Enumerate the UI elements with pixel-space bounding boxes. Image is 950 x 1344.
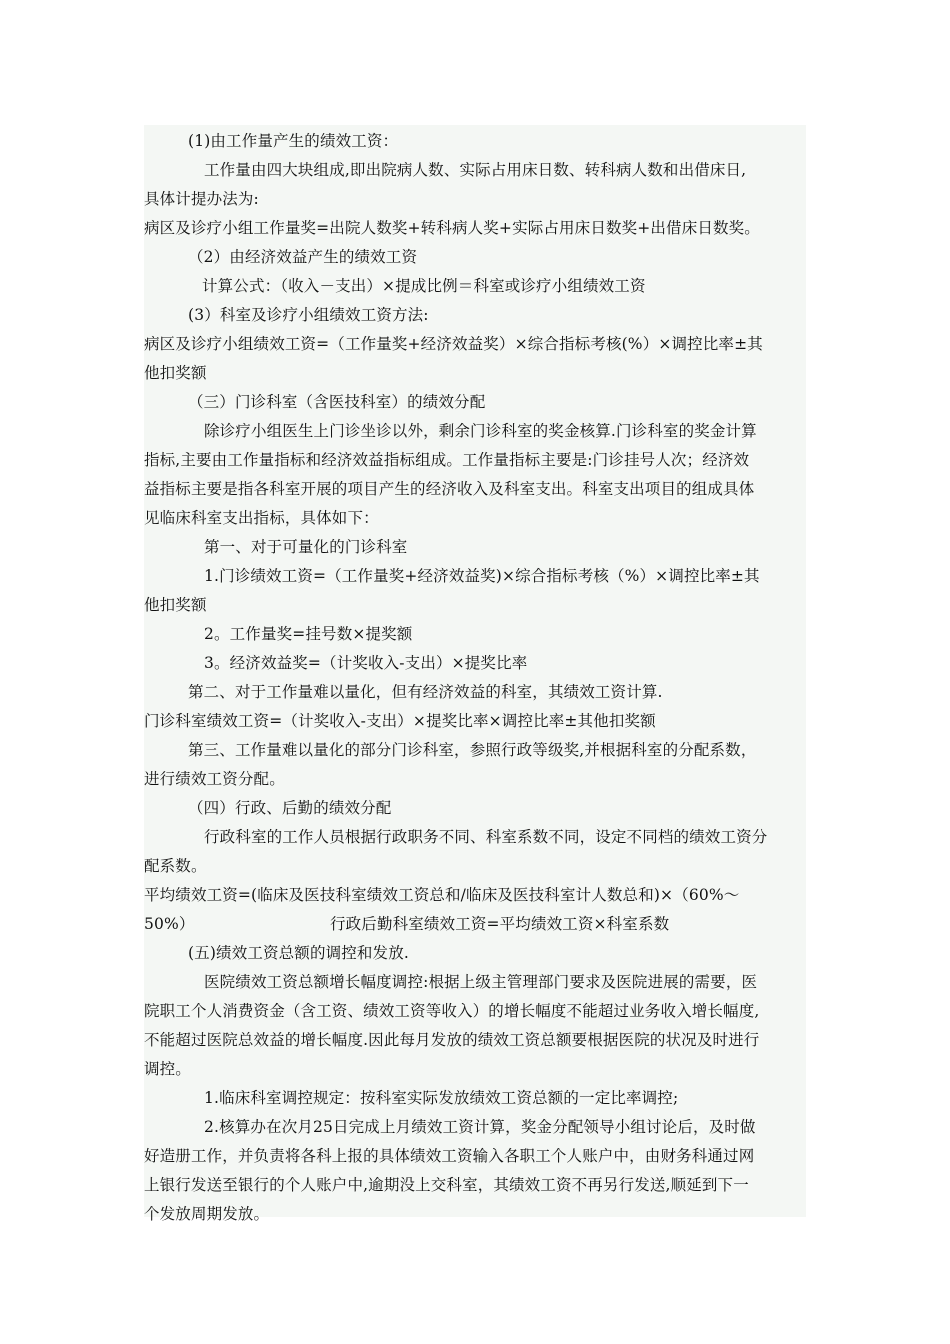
heading-2-economic: （2）由经济效益产生的绩效工资 [188,248,418,266]
formula-line: 3。经济效益奖=（计奖收入-支出）×提奖比率 [204,654,528,672]
paragraph-line: 具体计提办法为: [144,190,259,208]
paragraph-line: 他扣奖额 [144,596,207,614]
subheading-first: 第一、对于可量化的门诊科室 [204,538,408,556]
heading-3-method: (3）科室及诊疗小组绩效工资方法: [188,306,429,324]
paragraph-line: 1.临床科室调控规定：按科室实际发放绩效工资总额的一定比率调控; [204,1089,679,1107]
formula-line: 门诊科室绩效工资=（计奖收入-支出）×提奖比率×调控比率±其他扣奖额 [144,712,656,730]
document-text-block [144,125,806,1223]
subheading-third: 第三、工作量难以量化的部分门诊科室，参照行政等级奖,并根据科室的分配系数， [188,741,757,759]
paragraph-line: 他扣奖额 [144,364,207,382]
paragraph-line: 上银行发送至银行的个人账户中,逾期没上交科室，其绩效工资不再另行发送,顺延到下一 [144,1176,749,1194]
paragraph-line: 指标,主要由工作量指标和经济效益指标组成。工作量指标主要是:门诊挂号人次；经济效 [144,451,750,469]
paragraph-line: 不能超过医院总效益的增长幅度.因此每月发放的绩效工资总额要根据医院的状况及时进行 [144,1031,760,1049]
paragraph-line: 工作量由四大块组成,即出院病人数、实际占用床日数、转科病人数和出借床日, [204,161,747,179]
section-heading-3: （三）门诊科室（含医技科室）的绩效分配 [188,393,486,411]
subheading-second: 第二、对于工作量难以量化，但有经济效益的科室，其绩效工资计算. [188,683,663,701]
paragraph-line: 2.核算办在次月25日完成上月绩效工资计算，奖金分配领导小组讨论后，及时做 [204,1118,756,1136]
paragraph-line: 个发放周期发放。 [144,1205,270,1223]
paragraph-line: 调控。 [144,1060,191,1078]
formula-line: 计算公式：（收入－支出）×提成比例＝科室或诊疗小组绩效工资 [202,277,646,295]
formula-line: 2。工作量奖=挂号数×提奖额 [204,625,413,643]
paragraph-line: 益指标主要是指各科室开展的项目产生的经济收入及科室支出。科室支出项目的组成具体 [144,480,755,498]
paragraph-line: 50%） [144,915,195,933]
paragraph-line: 进行绩效工资分配。 [144,770,285,788]
formula-line: 病区及诊疗小组工作量奖=出院人数奖+转科病人奖+实际占用床日数奖+出借床日数奖。 [144,219,760,237]
formula-line: 行政后勤科室绩效工资=平均绩效工资×科室系数 [330,915,670,933]
formula-line: 平均绩效工资=(临床及医技科室绩效工资总和/临床及医技科室计人数总和)×（60%～ [144,886,740,904]
paragraph-line: 好造册工作，并负责将各科上报的具体绩效工资输入各职工个人账户中，由财务科通过网 [144,1147,755,1165]
paragraph-line: 除诊疗小组医生上门诊坐诊以外，剩余门诊科室的奖金核算.门诊科室的奖金计算 [204,422,757,440]
heading-1-workload: (1)由工作量产生的绩效工资： [188,132,399,150]
paragraph-line: 配系数。 [144,857,207,875]
section-heading-4: （四）行政、后勤的绩效分配 [188,799,392,817]
paragraph-line: 见临床科室支出指标，具体如下： [144,509,379,527]
formula-line: 1.门诊绩效工资=（工作量奖+经济效益奖)×综合指标考核（%）×调控比率±其 [204,567,760,585]
formula-line: 病区及诊疗小组绩效工资=（工作量奖+经济效益奖）×综合指标考核(%）×调控比率±其 [144,335,763,353]
section-heading-5: (五)绩效工资总额的调控和发放. [188,944,409,962]
paragraph-line: 医院绩效工资总额增长幅度调控:根据上级主管理部门要求及医院进展的需要，医 [204,973,758,991]
paragraph-line: 院职工个人消费资金（含工资、绩效工资等收入）的增长幅度不能超过业务收入增长幅度, [144,1002,760,1020]
paragraph-line: 行政科室的工作人员根据行政职务不同、科室系数不同，设定不同档的绩效工资分 [204,828,768,846]
